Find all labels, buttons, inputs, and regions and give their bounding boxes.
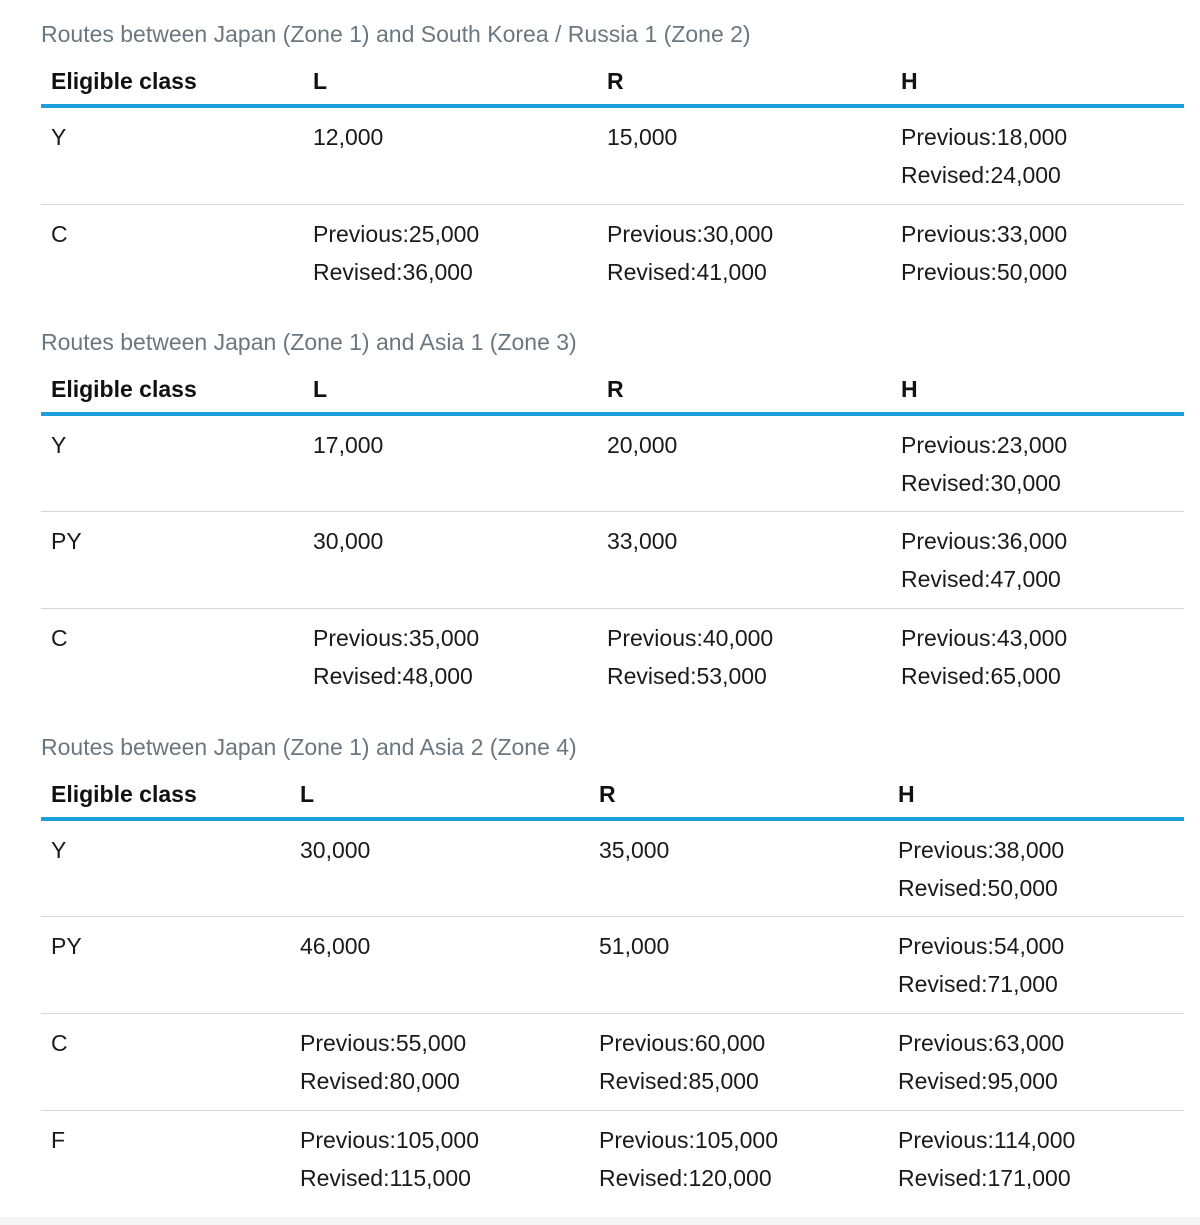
fare-cell-R: 15,000 [607, 106, 901, 204]
fare-cell-L: 12,000 [313, 106, 607, 204]
table-header-row [41, 771, 1184, 819]
fare-cell-L: 30,000 [313, 511, 607, 608]
class-cell: Y [41, 819, 300, 916]
section-title: Routes between Japan (Zone 1) and Asia 1 (Zone 3) [41, 329, 577, 355]
fare-cell-R: 51,000 [599, 916, 898, 1013]
table-row [41, 608, 1184, 706]
fare-table [41, 771, 1184, 1208]
section-title: Routes between Japan (Zone 1) and South Korea / Russia 1 (Zone 2) [41, 21, 751, 47]
header-eligible-class: Eligible class [41, 58, 313, 106]
fare-cell-H: Previous:38,000 Revised:50,000 [898, 819, 1184, 916]
table-row [41, 916, 1184, 1013]
fare-cell-H: Previous:33,000 Previous:50,000 [901, 220, 1068, 285]
class-cell: Y [41, 414, 313, 511]
class-cell: F [51, 1126, 66, 1153]
fare-cell-R: Previous:60,000 Revised:85,000 [599, 1013, 898, 1110]
header-R: R [599, 771, 898, 819]
header-R: R [607, 58, 901, 106]
table-row [41, 819, 1184, 916]
fare-cell-H: Previous:114,000 Revised:171,000 [898, 1126, 1076, 1191]
table-row [41, 106, 1184, 204]
header-R: R [607, 366, 901, 414]
fare-cell-L: 30,000 [300, 819, 599, 916]
fare-cell-R: 33,000 [607, 511, 901, 608]
fare-cell-R: Previous:30,000 Revised:41,000 [607, 220, 774, 285]
fare-cell-L: Previous:55,000 Revised:80,000 [300, 1013, 599, 1110]
class-cell: PY [41, 511, 313, 608]
page-bottom-edge [0, 1217, 1200, 1225]
table-row [41, 414, 1184, 511]
fare-table [41, 366, 1184, 706]
class-cell: Y [41, 106, 313, 204]
fare-cell-R: Previous:105,000 Revised:120,000 [599, 1126, 779, 1191]
header-H: H [901, 58, 1184, 106]
class-cell: C [41, 1013, 300, 1110]
header-L: L [313, 58, 607, 106]
fare-cell-H: Previous:43,000 Revised:65,000 [901, 624, 1068, 689]
header-L: L [300, 771, 599, 819]
table-row [41, 1013, 1184, 1110]
header-eligible-class: Eligible class [41, 366, 313, 414]
fare-cell-L: Previous:25,000 Revised:36,000 [313, 220, 480, 285]
fare-cell-L: Previous:35,000 Revised:48,000 [313, 624, 480, 689]
fare-cell-R: Previous:40,000 Revised:53,000 [607, 624, 774, 689]
table-header-row [41, 366, 1184, 414]
fare-table [41, 58, 1184, 302]
fare-cell-R: 20,000 [607, 414, 901, 511]
header-H: H [898, 771, 1184, 819]
fare-cell-H: Previous:23,000 Revised:30,000 [901, 414, 1184, 511]
table-row [41, 1110, 1184, 1208]
fare-cell-H: Previous:54,000 Revised:71,000 [898, 916, 1184, 1013]
fare-cell-L: 46,000 [300, 916, 599, 1013]
table-row [41, 204, 1184, 302]
fare-cell-H: Previous:18,000 Revised:24,000 [901, 106, 1184, 204]
section-title: Routes between Japan (Zone 1) and Asia 2 (Zone 4) [41, 734, 577, 760]
class-cell: PY [41, 916, 300, 1013]
fare-cell-H: Previous:36,000 Revised:47,000 [901, 511, 1184, 608]
fare-cell-L: Previous:105,000 Revised:115,000 [300, 1126, 480, 1191]
fare-cell-R: 35,000 [599, 819, 898, 916]
header-eligible-class: Eligible class [41, 771, 300, 819]
header-L: L [313, 366, 607, 414]
class-cell: C [51, 624, 68, 651]
fare-cell-H: Previous:63,000 Revised:95,000 [898, 1013, 1184, 1110]
header-H: H [901, 366, 1184, 414]
fare-cell-L: 17,000 [313, 414, 607, 511]
table-row [41, 511, 1184, 608]
table-header-row [41, 58, 1184, 106]
class-cell: C [51, 220, 68, 247]
